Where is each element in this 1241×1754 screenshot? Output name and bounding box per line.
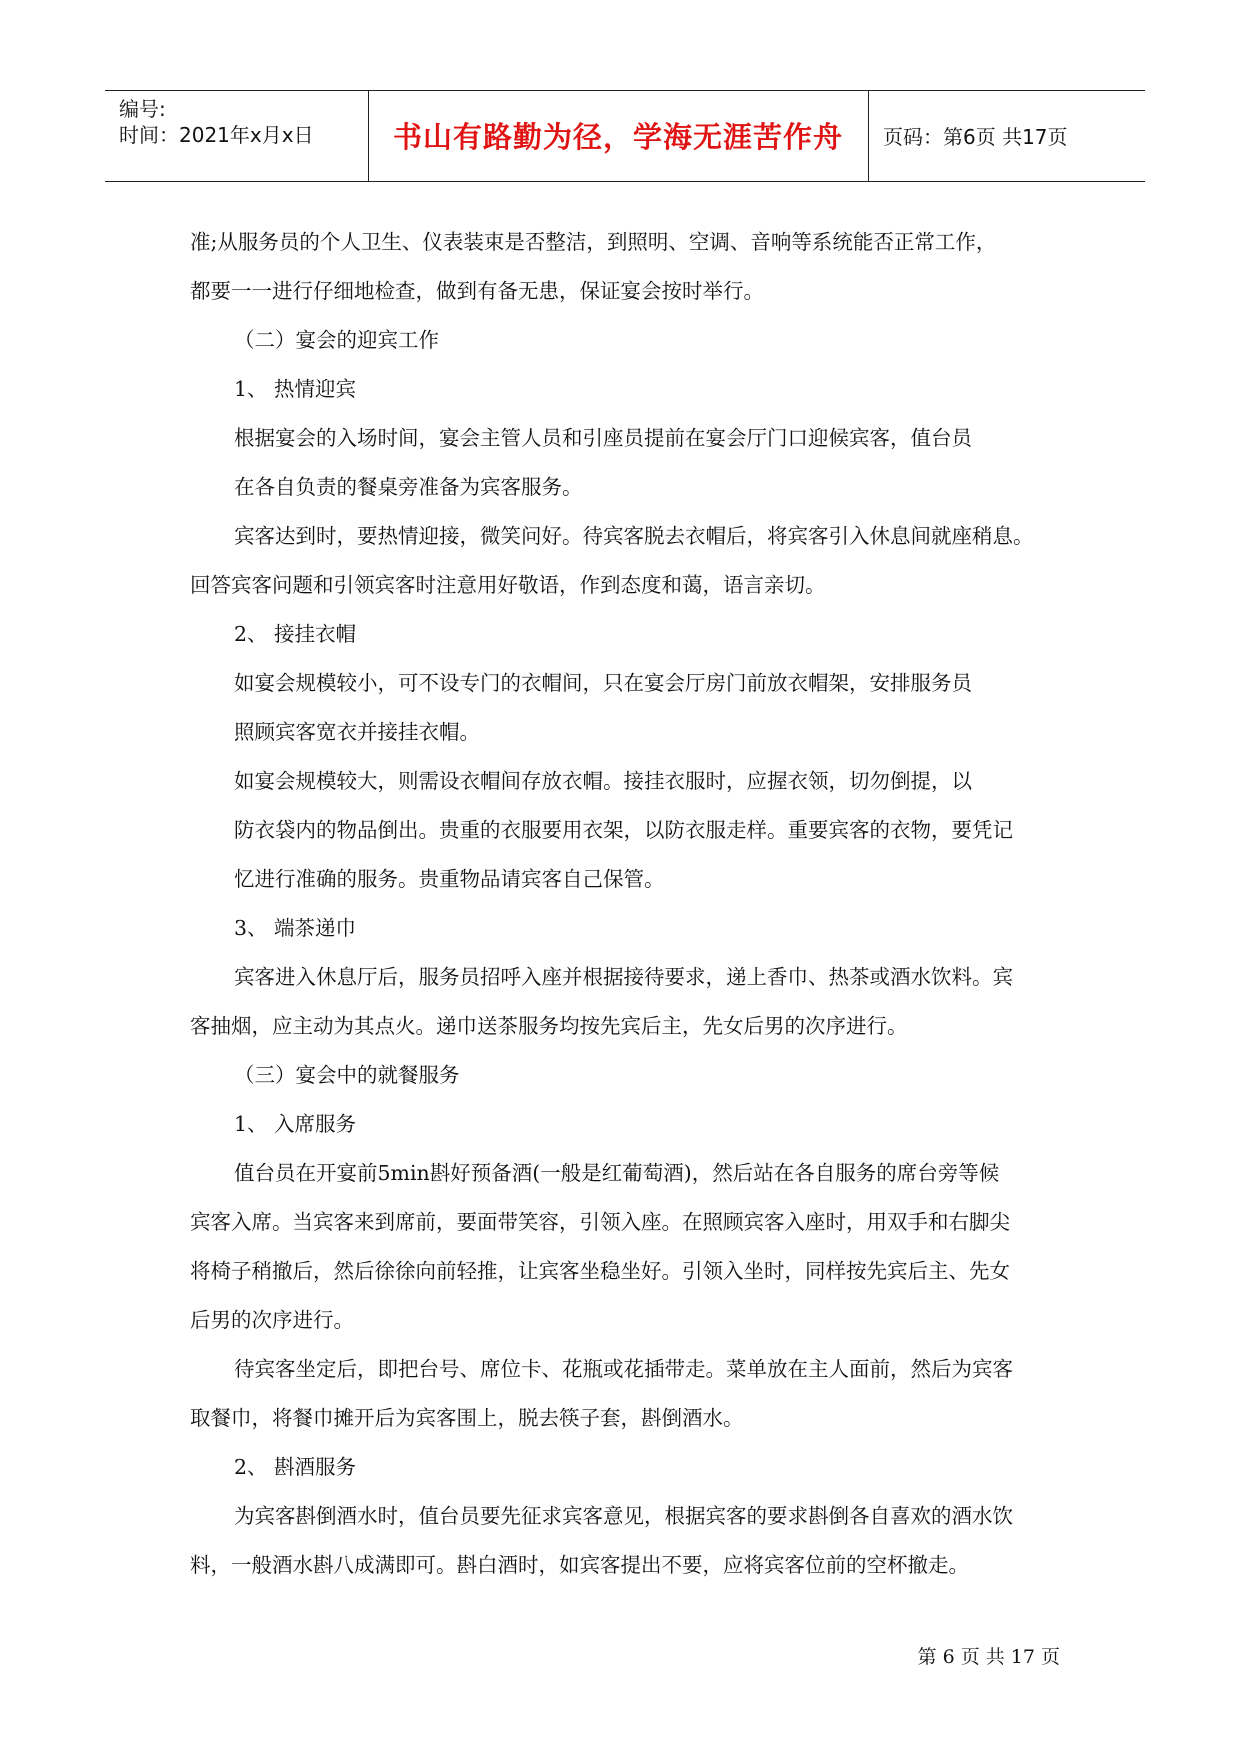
paragraph-line: 料，一般酒水斟八成满即可。斟白酒时，如宾客提出不要，应将宾客位前的空杯撤走。 [190,1553,969,1577]
paragraph-line: 后男的次序进行。 [190,1308,354,1332]
paragraph-line: 待宾客坐定后，即把台号、席位卡、花瓶或花插带走。菜单放在主人面前，然后为宾客 [234,1357,1013,1381]
paragraph-line: 取餐巾，将餐巾摊开后为宾客围上，脱去筷子套，斟倒酒水。 [190,1406,744,1430]
paragraph-line: 1、 热情迎宾 [234,377,357,401]
paragraph-line: 都要一一进行仔细地检查，做到有备无患，保证宴会按时举行。 [190,279,764,303]
paragraph-line: 根据宴会的入场时间，宴会主管人员和引座员提前在宴会厅门口迎候宾客，值台员 [234,426,972,450]
paragraph-line: 如宴会规模较大，则需设衣帽间存放衣帽。接挂衣服时，应握衣领，切勿倒提，以 [234,769,972,793]
paragraph-line: 忆进行准确的服务。贵重物品请宾客自己保管。 [234,867,665,891]
paragraph-line: （二）宴会的迎宾工作 [234,328,439,352]
paragraph-line: 在各自负责的餐桌旁准备为宾客服务。 [234,475,583,499]
paragraph-line: 照顾宾客宽衣并接挂衣帽。 [234,720,480,744]
paragraph-line: 为宾客斟倒酒水时，值台员要先征求宾客意见，根据宾客的要求斟倒各自喜欢的酒水饮 [234,1504,1013,1528]
paragraph-line: 宾客达到时，要热情迎接，微笑问好。待宾客脱去衣帽后，将宾客引入休息间就座稍息。 [234,524,1034,548]
paragraph-line: 将椅子稍撤后，然后徐徐向前轻推，让宾客坐稳坐好。引领入坐时，同样按先宾后主、先女 [190,1259,1010,1283]
document-id-label: 编号: [119,97,166,121]
paragraph-line: 防衣袋内的物品倒出。贵重的衣服要用衣架，以防衣服走样。重要宾客的衣物，要凭记 [234,818,1013,842]
paragraph-line: 1、 入席服务 [234,1112,357,1136]
paragraph-line: 如宴会规模较小，可不设专门的衣帽间，只在宴会厅房门前放衣帽架，安排服务员 [234,671,972,695]
header-page-number: 页码：第6页 共17页 [883,125,1068,149]
header-divider-left [368,91,369,181]
header-motto: 书山有路勤为径，学海无涯苦作舟 [392,120,843,154]
document-body [190,218,1060,1590]
paragraph-line: 回答宾客问题和引领宾客时注意用好敬语，作到态度和蔼，语言亲切。 [190,573,826,597]
paragraph-line: 宾客进入休息厅后，服务员招呼入座并根据接待要求，递上香巾、热茶或酒水饮料。宾 [234,965,1013,989]
paragraph-line: 3、 端茶递巾 [234,916,357,940]
paragraph-line: 宾客入席。当宾客来到席前，要面带笑容，引领入座。在照顾宾客入座时，用双手和右脚尖 [190,1210,1010,1234]
paragraph-line: 值台员在开宴前5min斟好预备酒(一般是红葡萄酒)，然后站在各自服务的席台旁等候 [234,1161,1000,1185]
header-divider-right [868,91,869,181]
paragraph-line: （三）宴会中的就餐服务 [234,1063,460,1087]
paragraph-line: 2、 斟酒服务 [234,1455,357,1479]
paragraph-line: 客抽烟，应主动为其点火。递巾送茶服务均按先宾后主，先女后男的次序进行。 [190,1014,908,1038]
paragraph-line: 准;从服务员的个人卫生、仪表装束是否整洁，到照明、空调、音响等系统能否正常工作， [190,230,997,254]
page-header [105,90,1145,182]
paragraph-line: 2、 接挂衣帽 [234,622,357,646]
footer-page-number: 第 6 页 共 17 页 [917,1646,1060,1668]
document-time-label: 时间：2021年x月x日 [119,123,314,147]
